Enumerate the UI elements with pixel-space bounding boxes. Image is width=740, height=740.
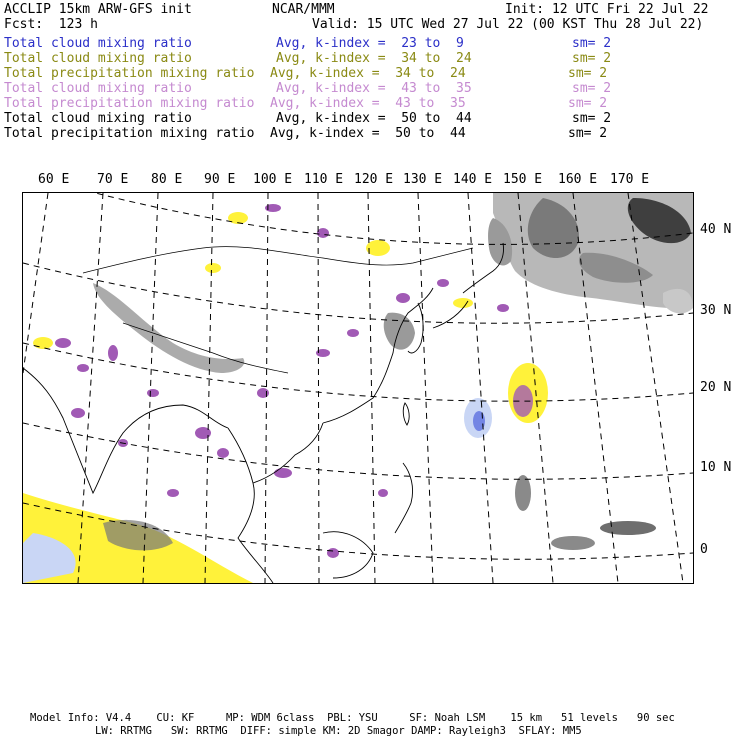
cloud-tropical-pacific [515, 475, 656, 550]
field-name: Total precipitation mixing ratio [4, 96, 255, 111]
init-time: Init: 12 UTC Fri 22 Jul 22 [505, 2, 709, 17]
field-avg: Avg, k-index = 43 to 35 [276, 81, 472, 96]
field-sm: sm= 2 [572, 111, 612, 126]
field-name: Total cloud mixing ratio [4, 51, 192, 66]
lon-label: 60 E [38, 172, 70, 187]
field-avg: Avg, k-index = 50 to 44 [270, 126, 466, 141]
footer-line2: LW: RRTMG SW: RRTMG DIFF: simple KM: 2D Smagor DAMP: Rayleigh3 SFLAY: MM5 [95, 725, 582, 737]
lon-label: 150 E [503, 172, 543, 187]
field-sm: sm= 2 [572, 51, 612, 66]
field-name: Total cloud mixing ratio [4, 81, 192, 96]
field-name: Total cloud mixing ratio [4, 111, 192, 126]
lon-label: 100 E [253, 172, 293, 187]
lon-label: 130 E [403, 172, 443, 187]
lat-label: 10 N [700, 460, 732, 475]
lon-label: 110 E [304, 172, 344, 187]
cloud-korea [384, 313, 415, 350]
lon-label: 90 E [204, 172, 236, 187]
field-avg: Avg, k-index = 43 to 35 [270, 96, 466, 111]
field-name: Total precipitation mixing ratio [4, 126, 255, 141]
lon-label: 70 E [97, 172, 129, 187]
field-sm: sm= 2 [568, 126, 608, 141]
lon-label: 140 E [453, 172, 493, 187]
lon-label: 160 E [558, 172, 598, 187]
field-name: Total cloud mixing ratio [4, 36, 192, 51]
forecast-map [22, 192, 694, 584]
forecast-hour: Fcst: 123 h [4, 17, 98, 32]
valid-time: Valid: 15 UTC Wed 27 Jul 22 (00 KST Thu 28 Jul 22) [312, 17, 704, 32]
lat-label: 30 N [700, 303, 732, 318]
field-name: Total precipitation mixing ratio [4, 66, 255, 81]
field-sm: sm= 2 [572, 36, 612, 51]
field-avg: Avg, k-index = 50 to 44 [276, 111, 472, 126]
field-avg: Avg, k-index = 34 to 24 [270, 66, 466, 81]
field-sm: sm= 2 [568, 66, 608, 81]
field-sm: sm= 2 [568, 96, 608, 111]
field-avg: Avg, k-index = 34 to 24 [276, 51, 472, 66]
lon-label: 170 E [610, 172, 650, 187]
scattered-precip [55, 204, 509, 558]
field-avg: Avg, k-index = 23 to 9 [276, 36, 464, 51]
lat-label: 40 N [700, 222, 732, 237]
lon-label: 80 E [151, 172, 183, 187]
footer-line1: Model Info: V4.4 CU: KF MP: WDM 6class PBL: YSU SF: Noah LSM 15 km 51 levels 90 sec [30, 712, 675, 724]
field-sm: sm= 2 [572, 81, 612, 96]
cloud-mass-north-pacific [488, 193, 693, 313]
title-left: ACCLIP 15km ARW-GFS init [4, 2, 192, 17]
lon-label: 120 E [354, 172, 394, 187]
map-canvas [23, 193, 693, 583]
lat-label: 0 [700, 542, 708, 557]
precip-philippine-sea [464, 363, 548, 438]
lat-label: 20 N [700, 380, 732, 395]
org-label: NCAR/MMM [272, 2, 335, 17]
